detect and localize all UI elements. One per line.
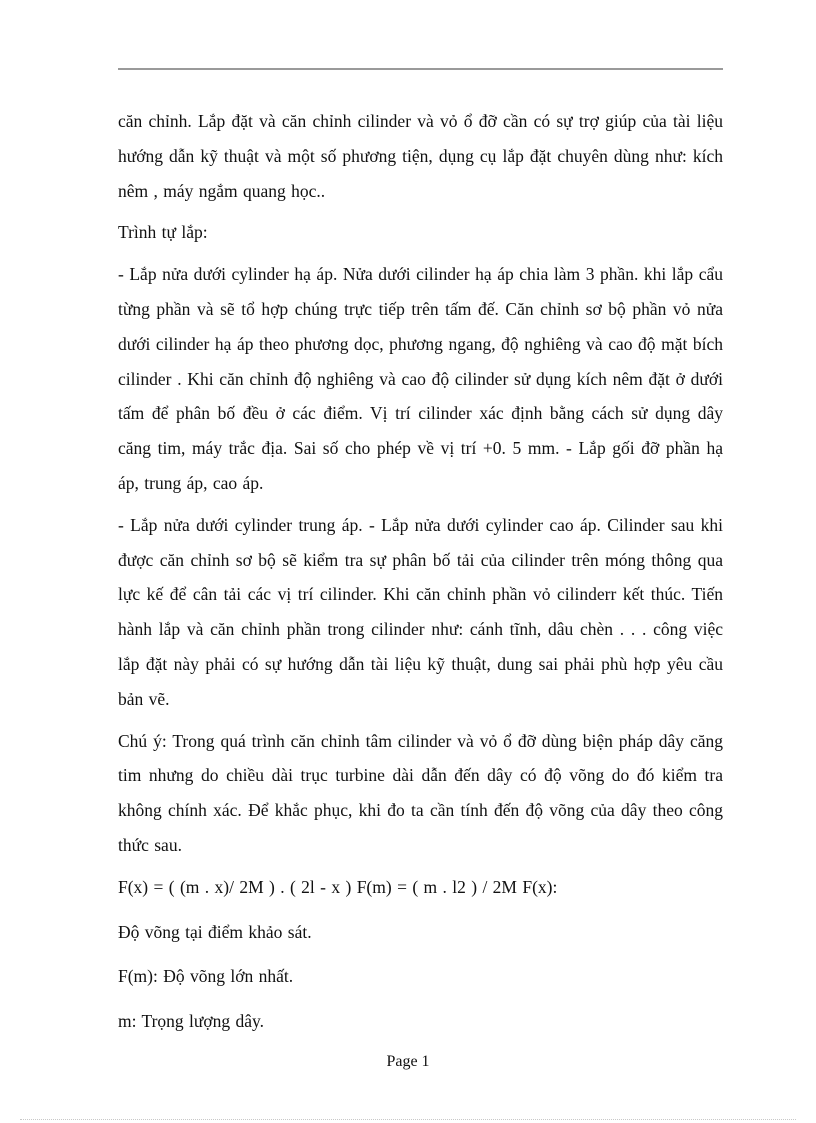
page-bottom-border	[20, 1119, 796, 1120]
paragraph-note: Chú ý: Trong quá trình căn chỉnh tâm cilinder và vỏ ổ đỡ dùng biện pháp dây căng tim nhưng do chiều dài trục turbine dài dẫn đến dây có độ võng do đó kiểm tra không chính xác. Để khắc phục, khi đo ta cần tính đến độ võng của dây theo công thức sau.	[118, 730, 723, 855]
paragraph-intro: căn chỉnh. Lắp đặt và căn chỉnh cilinder và vỏ ổ đỡ cần có sự trợ giúp của tài liệu hướng dẫn kỹ thuật và một số phương tiện, dụng cụ lắp đặt chuyên dùng như: kích nêm , máy ngắm quang học..	[118, 111, 723, 201]
paragraph-low-pressure-cylinder: - Lắp nửa dưới cylinder hạ áp. Nửa dưới cilinder hạ áp chia làm 3 phần. khi lắp cẩu từng phần và sẽ tổ hợp chúng trực tiếp trên tấm đế. Căn chỉnh sơ bộ phần vỏ nửa dưới cilinder hạ áp theo phương dọc, phương ngang, độ nghiêng và cao độ mặt bích cilinder . Khi căn chỉnh độ nghiêng và cao độ cilinder sử dụng kích nêm đặt ở dưới tấm để phân bố đều ở các điểm. Vị trí cilinder xác định bằng cách sử dụng dây căng tim, máy trắc địa. Sai số cho phép về vị trí +0. 5 mm. - Lắp gối đỡ phần hạ áp, trung áp, cao áp.	[118, 264, 723, 493]
header-rule	[118, 68, 723, 70]
paragraph-sequence-heading: Trình tự lắp:	[118, 222, 208, 243]
paragraph-def-fm: F(m): Độ võng lớn nhất.	[118, 966, 294, 987]
paragraph-medium-high-pressure-cylinder: - Lắp nửa dưới cylinder trung áp. - Lắp nửa dưới cylinder cao áp. Cilinder sau khi được căn chỉnh sơ bộ sẽ kiểm tra sự phân bố tải của cilinder trên móng thông qua lực kế để cân tải các vị trí cilinder. Khi căn chỉnh phần vỏ cilinderr kết thúc. Tiến hành lắp và căn chỉnh phần trong cilinder như: cánh tĩnh, dâu chèn . . . công việc lắp đặt này phải có sự hướng dẫn tài liệu kỹ thuật, dung sai phải phù hợp yêu cầu bản vẽ.	[118, 514, 723, 709]
page-footer	[0, 1053, 816, 1071]
paragraph-formula: F(x) = ( (m . x)/ 2M ) . ( 2l - x ) F(m) = ( m . l2 ) / 2M F(x):	[118, 876, 558, 897]
page-number: Page 1	[386, 1053, 430, 1070]
paragraph-def-m: m: Trọng lượng dây.	[118, 1011, 265, 1032]
document-body	[118, 104, 723, 1049]
paragraph-def-fx: Độ võng tại điểm khảo sát.	[118, 921, 312, 942]
